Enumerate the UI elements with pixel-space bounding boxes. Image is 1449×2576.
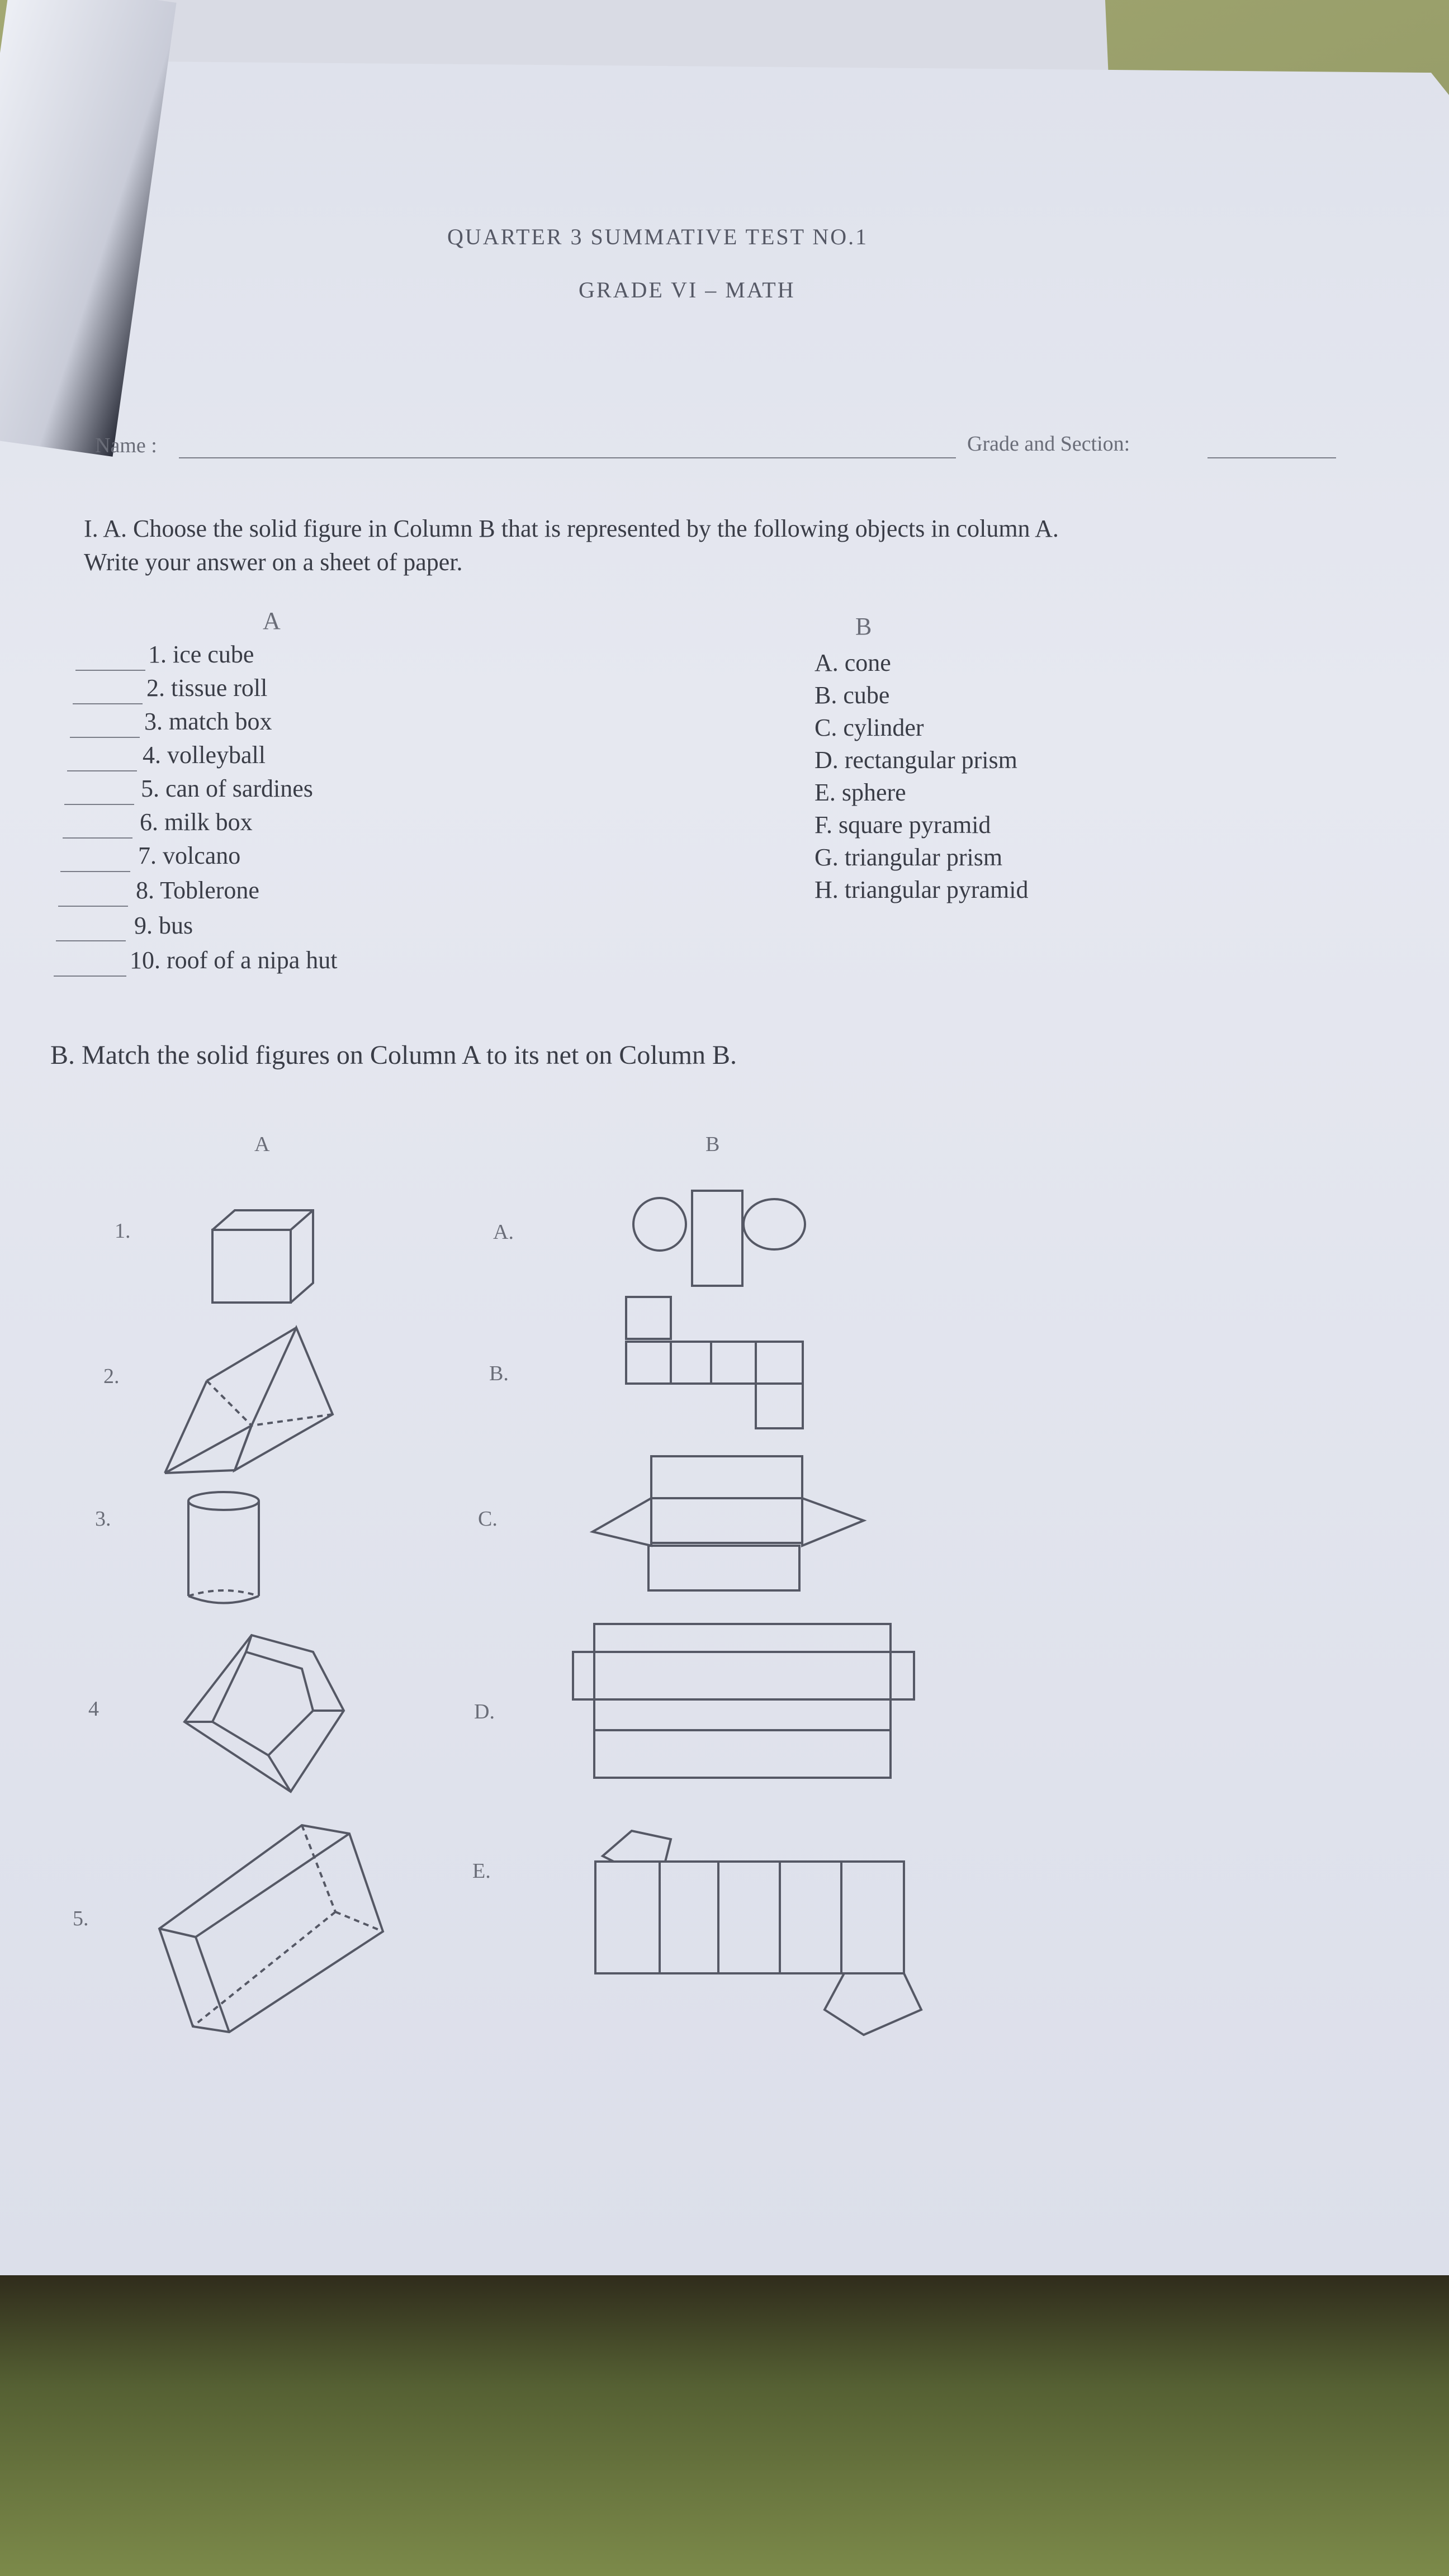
column-a-item: 10. roof of a nipa hut bbox=[130, 946, 338, 974]
solid-number: 2. bbox=[103, 1365, 120, 1388]
column-b-choice: E. sphere bbox=[815, 779, 906, 806]
pentagonal-prism-drawing bbox=[184, 1635, 344, 1792]
solid-number: 4 bbox=[88, 1697, 99, 1721]
grade-section-label: Grade and Section: bbox=[967, 432, 1130, 456]
part-a-column-b-header: B bbox=[855, 613, 872, 640]
solid-number: 5. bbox=[73, 1907, 89, 1930]
net-d-rectangular-prism bbox=[573, 1624, 914, 1778]
cylinder-drawing bbox=[188, 1492, 259, 1603]
test-title: QUARTER 3 SUMMATIVE TEST NO.1 bbox=[447, 224, 869, 249]
part-a-instruction-line1: I. A. Choose the solid figure in Column B that is represented by the following objects in column A. bbox=[84, 515, 1059, 542]
column-b-choice: H. triangular pyramid bbox=[815, 876, 1029, 903]
column-b-choice: C. cylinder bbox=[815, 714, 924, 741]
column-b-choice: F. square pyramid bbox=[815, 811, 991, 839]
net-a-cylinder bbox=[633, 1191, 805, 1286]
column-a-item: 5. can of sardines bbox=[141, 775, 313, 802]
net-c-triangular-prism bbox=[593, 1456, 864, 1590]
part-b-column-b-header: B bbox=[705, 1133, 720, 1156]
part-b-column-a-header: A bbox=[254, 1133, 270, 1156]
column-b-choice: G. triangular prism bbox=[815, 844, 1003, 871]
column-a-item: 1. ice cube bbox=[148, 641, 254, 668]
column-a-item: 4. volleyball bbox=[143, 741, 266, 769]
solid-number: 1. bbox=[115, 1219, 131, 1243]
net-letter: E. bbox=[472, 1859, 491, 1883]
net-letter: B. bbox=[489, 1362, 509, 1385]
part-a-column-a-header: A bbox=[263, 607, 281, 634]
name-label: Name : bbox=[95, 434, 157, 457]
net-letter: C. bbox=[478, 1507, 498, 1531]
column-b-choice: B. cube bbox=[815, 681, 890, 709]
column-a-item: 3. match box bbox=[144, 708, 272, 735]
net-letter: D. bbox=[474, 1700, 495, 1723]
part-a-instruction-line2: Write your answer on a sheet of paper. bbox=[84, 548, 463, 576]
test-subtitle: GRADE VI – MATH bbox=[579, 277, 795, 302]
net-e-pentagonal-prism bbox=[595, 1831, 921, 2035]
solid-number: 3. bbox=[95, 1507, 111, 1531]
column-a-item: 8. Toblerone bbox=[136, 877, 259, 904]
column-b-choice: D. rectangular prism bbox=[815, 746, 1017, 774]
rectangular-prism-drawing bbox=[159, 1825, 383, 2032]
column-a-item: 9. bus bbox=[134, 912, 193, 939]
net-b-cube bbox=[626, 1297, 803, 1428]
column-a-item: 2. tissue roll bbox=[146, 674, 268, 702]
column-b-choice: A. cone bbox=[815, 649, 891, 676]
part-b-instruction: B. Match the solid figures on Column A to its net on Column B. bbox=[50, 1040, 737, 1070]
triangular-prism-drawing bbox=[165, 1328, 333, 1473]
column-a-item: 6. milk box bbox=[140, 808, 253, 836]
column-a-item: 7. volcano bbox=[138, 842, 241, 869]
cube-drawing bbox=[212, 1210, 313, 1303]
net-letter: A. bbox=[493, 1220, 514, 1244]
